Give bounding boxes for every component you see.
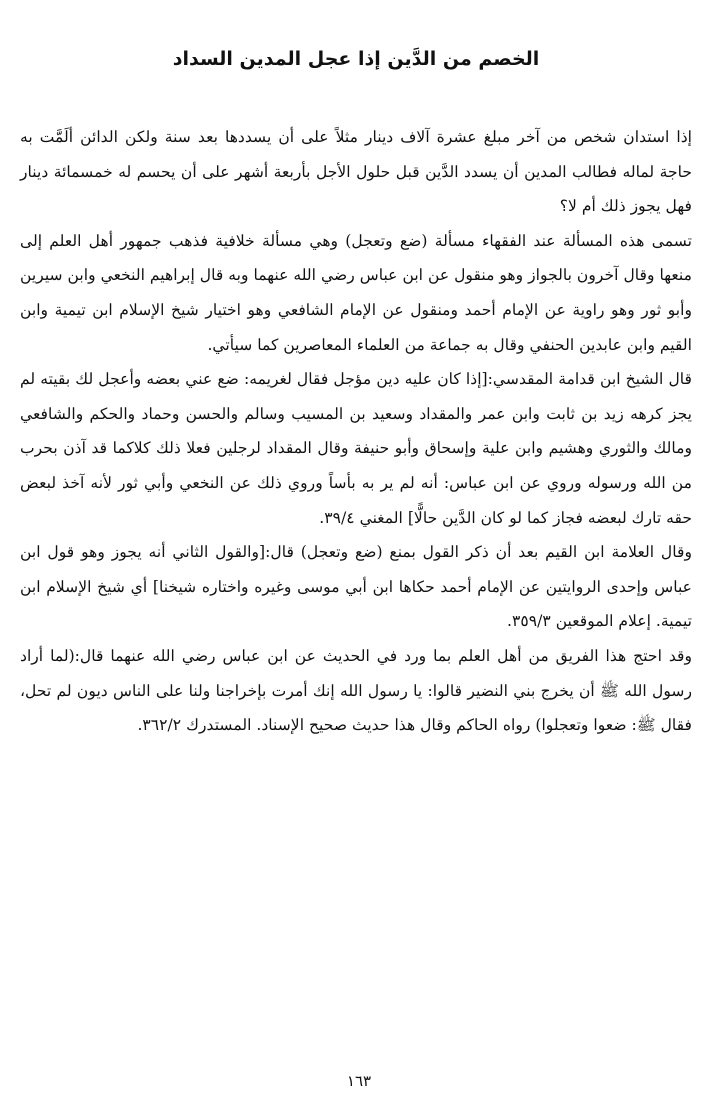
page-body	[20, 120, 692, 743]
page-title: الخصم من الدَّين إذا عجل المدين السداد	[172, 48, 540, 70]
paragraph-question: إذا استدان شخص من آخر مبلغ عشرة آلاف دينار مثلاً على أن يسددها بعد سنة ولكن الدائن ألَمَّت به حاجة لماله فطالب المدين أن يسدد الدَّين قبل حلول الأجل بأربعة أشهر على أن يحسم له خمسمائة دينار فهل يجوز ذلك أم لا؟	[20, 128, 692, 216]
paragraph-ibn-al-qayyim-quote: وقال العلامة ابن القيم بعد أن ذكر القول بمنع (ضع وتعجل) قال:[والقول الثاني أنه يجوز وهو قول ابن عباس وإحدى الروايتين عن الإمام أحمد حكاها ابن أبي موسى وغيره واختاره شيخنا] أي شيخ الإسلام ابن تيمية. إعلام الموقعين ٣٥٩/٣.	[20, 543, 692, 631]
paragraph-scholarly-opinions: تسمى هذه المسألة عند الفقهاء مسألة (ضع وتعجل) وهي مسألة خلافية فذهب جمهور أهل العلم إلى منعها وقال آخرون بالجواز وهو منقول عن ابن عباس رضي الله عنهما وبه قال إبراهيم النخعي وابن سيرين وأبو ثور وهو راوية عن الإمام أحمد ومنقول عن الإمام الشافعي وهو اختيار شيخ الإسلام ابن تيمية وابن القيم وابن عابدين الحنفي وقال به جماعة من العلماء المعاصرين كما سيأتي.	[20, 231, 692, 354]
page-number: ١٦٣	[346, 1072, 372, 1090]
paragraph-ibn-qudama-quote: قال الشيخ ابن قدامة المقدسي:[إذا كان عليه دين مؤجل فقال لغريمه: ضع عني بعضه وأعجل لك بقيته لم يجز كرهه زيد بن ثابت وابن عمر والمقداد وسعيد بن المسيب وسالم والحسن وحماد والحكم والشافعي ومالك والثوري وهشيم وابن علية وإسحاق وأبو حنيفة وقال المقداد لرجلين فعلا ذلك كلاكما قد آذن بحرب من الله ورسوله وروي عن ابن عباس: أنه لم ير به بأساً وروي ذلك عن النخعي وأبي ثور لأنه آخذ لبعض حقه تارك لبعضه فجاز كما لو كان الدَّين حالًّا] المغني ٣٩/٤.	[20, 370, 692, 527]
paragraph-hadith-evidence: وقد احتج هذا الفريق من أهل العلم بما ورد في الحديث عن ابن عباس رضي الله عنهما قال:(لما أراد رسول الله ﷺ أن يخرج بني النضير قالوا: يا رسول الله إنك أمرت بإخراجنا ولنا على الناس ديون لم تحل، فقال ﷺ: ضعوا وتعجلوا) رواه الحاكم وقال هذا حديث صحيح الإسناد. المستدرك ٣٦٢/٢.	[20, 646, 692, 735]
